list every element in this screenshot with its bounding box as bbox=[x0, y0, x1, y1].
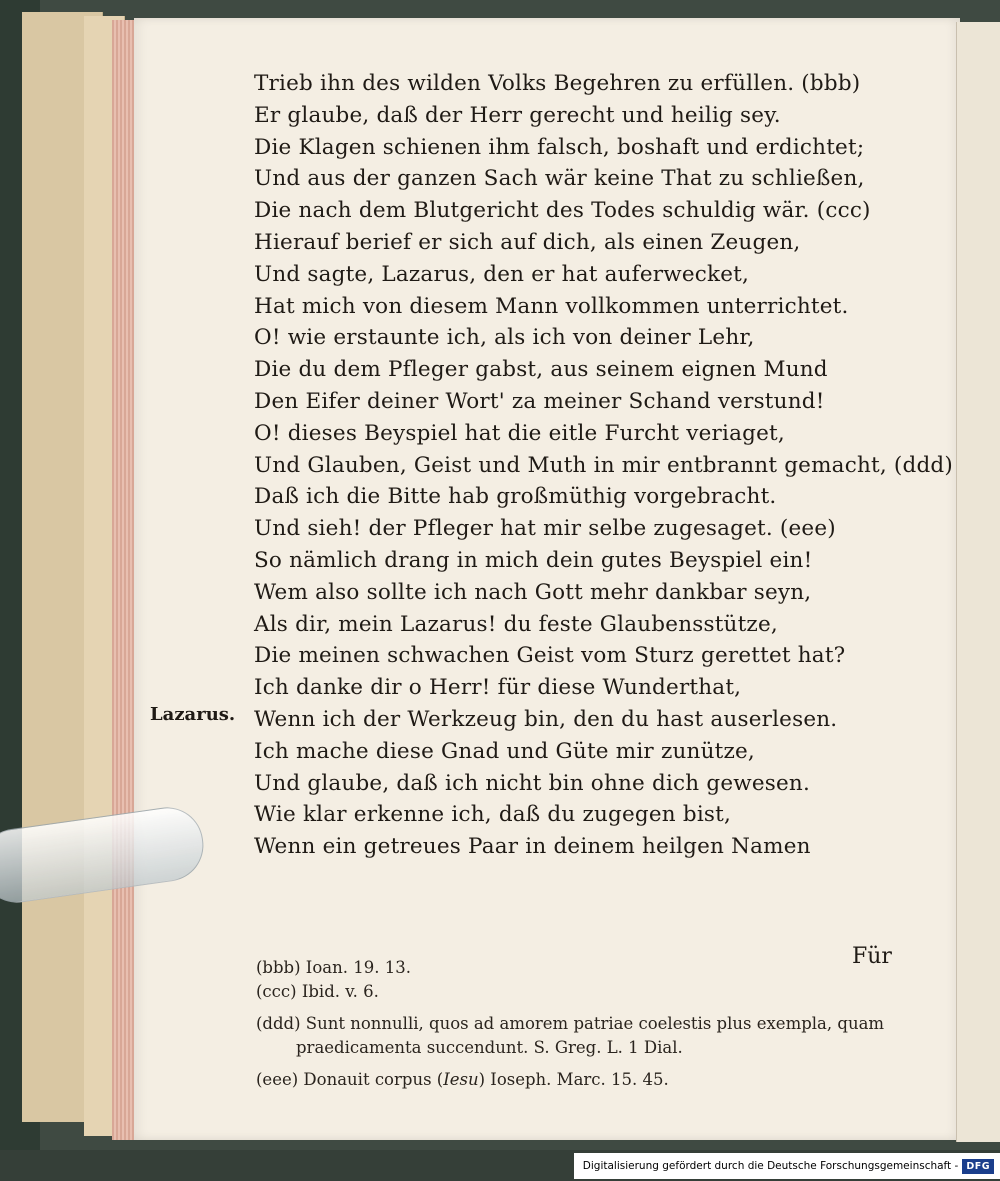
footnote-eee-text-end: ) Ioseph. Marc. 15. 45. bbox=[478, 1070, 669, 1089]
footer-credit: Digitalisierung gefördert durch die Deutsche Forschungsgemeinschaft - bbox=[582, 1160, 959, 1172]
verse-line: Und sieh! der Pfleger hat mir selbe zugesaget. (eee) bbox=[254, 516, 836, 542]
verse-line: Und sagte, Lazarus, den er hat auferwecket, bbox=[254, 261, 750, 287]
verse-line: Die Klagen schienen ihm falsch, boshaft und erdichtet; bbox=[254, 134, 865, 160]
footnote-eee-text: (eee) Donauit corpus ( bbox=[256, 1070, 444, 1089]
verse-line: Wie klar erkenne ich, daß du zugegen bist, bbox=[254, 802, 732, 828]
footnote-eee bbox=[256, 1068, 936, 1092]
verse-line: Trieb ihn des wilden Volks Begehren zu erfüllen. (bbb) bbox=[254, 71, 861, 96]
verse-line: Die meinen schwachen Geist vom Sturz gerettet hat? bbox=[254, 643, 846, 669]
verse-line: O! dieses Beyspiel hat die eitle Furcht veriaget, bbox=[254, 420, 785, 446]
speaker-label: Lazarus. bbox=[150, 704, 236, 725]
footnote-bbb: (bbb) Ioan. 19. 13. bbox=[256, 958, 411, 977]
catchword: Für bbox=[852, 944, 892, 969]
footnote-ddd: (ddd) Sunt nonnulli, quos ad amorem patriae coelestis plus exempla, quam bbox=[256, 1014, 885, 1033]
verse-line: Die nach dem Blutgericht des Todes schuldig wär. (ccc) bbox=[254, 198, 871, 224]
verse-line: Hat mich von diesem Mann vollkommen unterrichtet. bbox=[254, 293, 849, 319]
verse-line: So nämlich drang in mich dein gutes Beyspiel ein! bbox=[254, 547, 813, 573]
verse-line: Die du dem Pfleger gabst, aus seinem eignen Mund bbox=[254, 357, 828, 383]
verse-line: Wenn ich der Werkzeug bin, den du hast auserlesen. bbox=[254, 706, 838, 732]
facing-page-edge bbox=[956, 22, 1000, 1142]
verse-line: O! wie erstaunte ich, als ich von deiner Lehr, bbox=[254, 325, 755, 351]
verse-line: Den Eifer deiner Wort' za meiner Schand verstund! bbox=[254, 388, 825, 414]
verse-line: Daß ich die Bitte hab großmüthig vorgebracht. bbox=[254, 484, 777, 510]
verse-line: Und glaube, daß ich nicht bin ohne dich gewesen. bbox=[254, 770, 811, 796]
digitization-footer bbox=[574, 1153, 1000, 1179]
verse-line: Wem also sollte ich nach Gott mehr dankbar seyn, bbox=[254, 579, 812, 605]
verse-line: Ich danke dir o Herr! für diese Wunderthat, bbox=[254, 675, 742, 701]
verse-line: Und Glauben, Geist und Muth in mir entbrannt gemacht, (ddd) bbox=[254, 452, 953, 478]
footnotes bbox=[256, 956, 936, 1092]
verse-line: Und aus der ganzen Sach wär keine That zu schließen, bbox=[254, 166, 865, 192]
dfg-logo-icon: DFG bbox=[962, 1159, 994, 1174]
verse-line: Ich mache diese Gnad und Güte mir zunütze, bbox=[254, 738, 755, 764]
verse-line: Hierauf berief er sich auf dich, als einen Zeugen, bbox=[254, 229, 801, 255]
verse-block bbox=[254, 68, 954, 863]
verse-line: Wenn ein getreues Paar in deinem heilgen Namen bbox=[254, 834, 811, 860]
verse-line: Als dir, mein Lazarus! du feste Glaubensstütze, bbox=[254, 611, 778, 637]
footnote-eee-italic: Iesu bbox=[443, 1070, 479, 1089]
footnote-ccc: (ccc) Ibid. v. 6. bbox=[256, 982, 379, 1001]
verse-line: Er glaube, daß der Herr gerecht und heilig sey. bbox=[254, 102, 781, 128]
footnote-ddd-continuation: praedicamenta succendunt. S. Greg. L. 1 Dial. bbox=[296, 1038, 683, 1057]
